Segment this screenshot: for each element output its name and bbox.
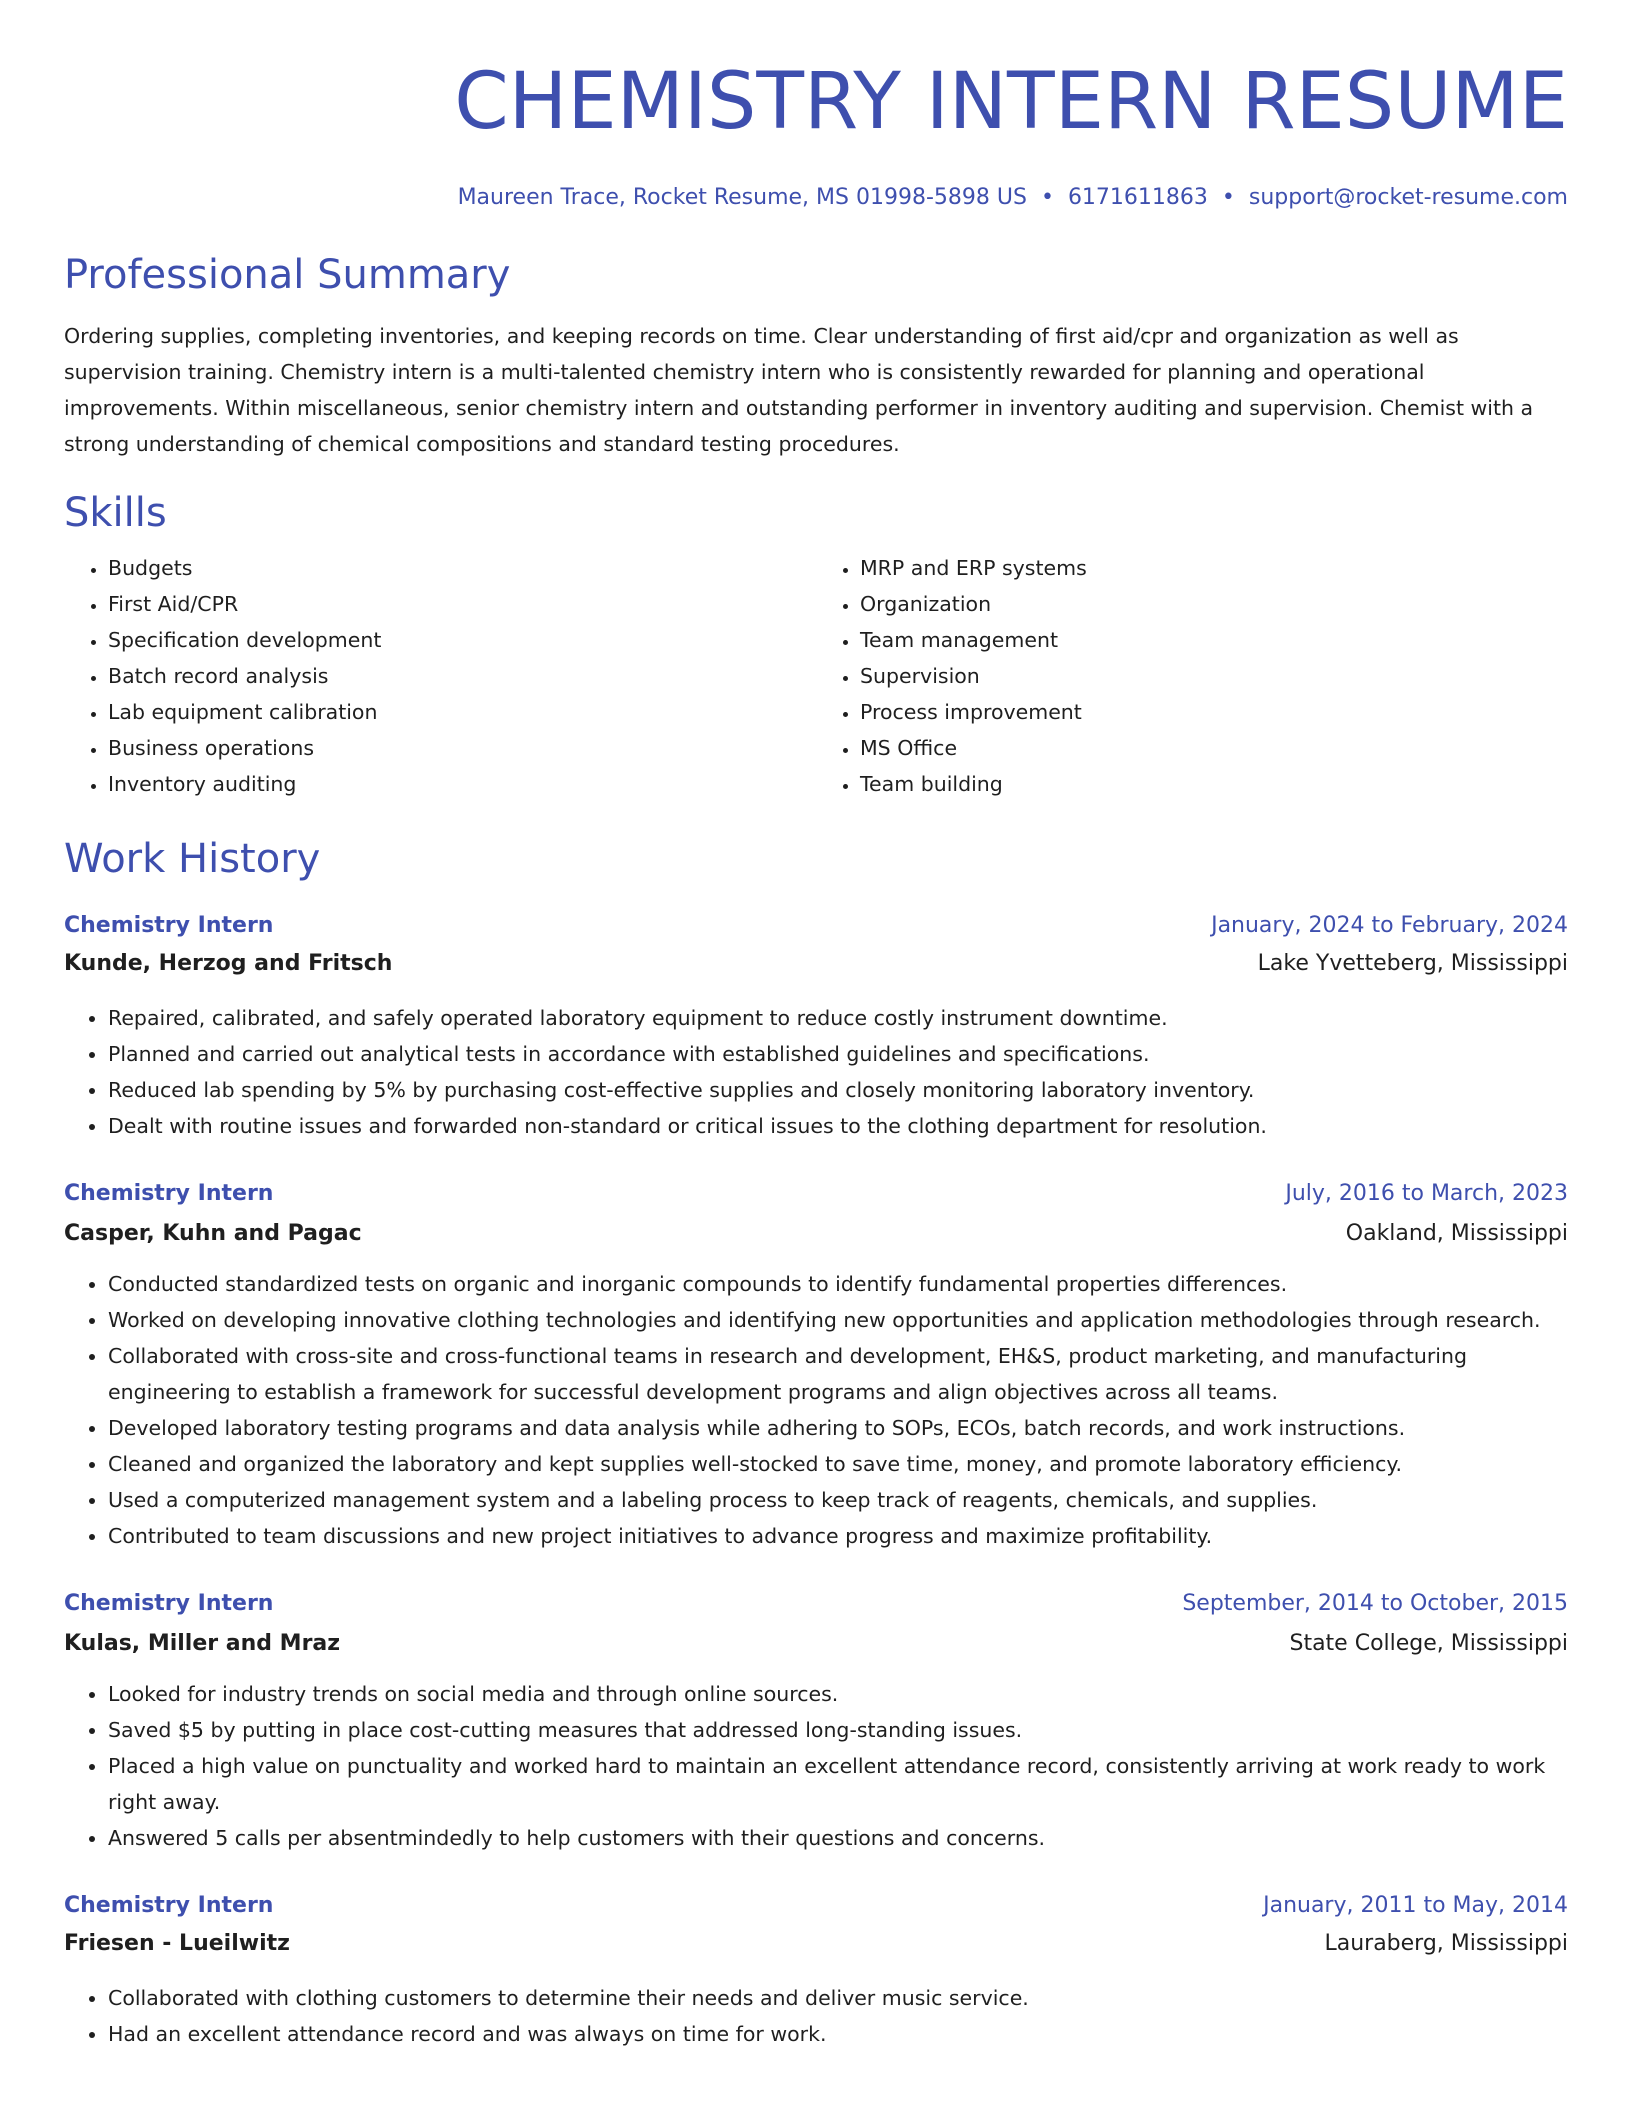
job-bullet: • Collaborated with clothing customers to determine their needs and deliver music service. [108,1980,1568,2016]
job-title: Chemistry Intern [64,913,274,938]
resume-title: CHEMISTRY INTERN RESUME [454,57,1568,147]
job-company: Friesen - Lueilwitz [64,1931,290,1956]
skill-item: • Specification development [108,622,816,658]
job-bullet: • Conducted standardized tests on organic and inorganic compounds to identify fundamental properties differences. [108,1266,1568,1302]
job-entry [64,1586,1568,1856]
job-dates: January, 2024 to February, 2024 [1211,913,1568,938]
skill-item: • Team building [860,766,1568,802]
job-location: State College, Mississippi [1289,1631,1568,1656]
skill-item: • First Aid/CPR [108,586,816,622]
job-bullets [64,1000,1568,1144]
job-header [64,1888,1568,1924]
job-header [64,1586,1568,1622]
job-location: Oakland, Mississippi [1345,1221,1568,1246]
job-bullet: • Collaborated with cross-site and cross-functional teams in research and development, EH&S, product marketing, and manufacturing engineering to establish a framework for successful development programs and align objectives across all teams. [108,1338,1568,1410]
skills-list [64,550,1568,802]
job-bullet: • Contributed to team discussions and new project initiatives to advance progress and maximize profitability. [108,1518,1568,1554]
job-bullet: • Reduced lab spending by 5% by purchasing cost-effective supplies and closely monitoring laboratory inventory. [108,1072,1568,1108]
job-dates: September, 2014 to October, 2015 [1182,1591,1568,1616]
job-subheader [64,946,1568,982]
skill-item: • Business operations [108,730,816,766]
skill-item: • Inventory auditing [108,766,816,802]
resume-page [64,0,1568,2052]
contact-separator: • [1040,185,1054,210]
job-bullet: • Planned and carried out analytical tests in accordance with established guidelines and specifications. [108,1036,1568,1072]
job-header [64,1176,1568,1212]
work-history-heading: Work History [64,836,321,882]
job-bullets [64,1266,1568,1554]
skill-item: • Supervision [860,658,1568,694]
contact-address: Maureen Trace, Rocket Resume, MS 01998-5898 US [457,185,1027,210]
job-title: Chemistry Intern [64,1181,274,1206]
skill-item: • Process improvement [860,694,1568,730]
job-title: Chemistry Intern [64,1893,274,1918]
job-entry [64,908,1568,1144]
job-dates: July, 2016 to March, 2023 [1285,1181,1568,1206]
job-title: Chemistry Intern [64,1591,274,1616]
job-bullet: • Cleaned and organized the laboratory and kept supplies well-stocked to save time, money, and promote laboratory efficiency. [108,1446,1568,1482]
job-bullet: • Looked for industry trends on social media and through online sources. [108,1676,1568,1712]
job-company: Kunde, Herzog and Fritsch [64,951,393,976]
contact-email[interactable]: support@rocket-resume.com [1248,185,1568,210]
job-company: Kulas, Miller and Mraz [64,1631,341,1656]
job-bullets [64,1676,1568,1856]
job-location: Lake Yvetteberg, Mississippi [1257,951,1568,976]
job-bullets [64,1980,1568,2052]
job-subheader [64,1626,1568,1662]
job-bullet: • Had an excellent attendance record and was always on time for work. [108,2016,1568,2052]
job-subheader [64,1216,1568,1252]
job-bullet: • Developed laboratory testing programs and data analysis while adhering to SOPs, ECOs, batch records, and work instructions. [108,1410,1568,1446]
skill-item: • Batch record analysis [108,658,816,694]
contact-line [64,184,1568,212]
job-bullet: • Answered 5 calls per absentmindedly to help customers with their questions and concerns. [108,1820,1568,1856]
skills-column-left [64,550,816,802]
job-entry [64,1176,1568,1554]
job-company: Casper, Kuhn and Pagac [64,1221,362,1246]
skill-item: • Budgets [108,550,816,586]
summary-heading: Professional Summary [64,252,511,298]
contact-separator: • [1221,185,1235,210]
skills-heading: Skills [64,490,167,536]
job-bullet: • Used a computerized management system and a labeling process to keep track of reagents, chemicals, and supplies. [108,1482,1568,1518]
job-bullet: • Dealt with routine issues and forwarded non-standard or critical issues to the clothing department for resolution. [108,1108,1568,1144]
job-bullet: • Repaired, calibrated, and safely operated laboratory equipment to reduce costly instrument downtime. [108,1000,1568,1036]
skill-item: • Organization [860,586,1568,622]
job-subheader [64,1926,1568,1962]
job-location: Lauraberg, Mississippi [1324,1931,1568,1956]
job-dates: January, 2011 to May, 2014 [1263,1893,1568,1918]
summary-text: Ordering supplies, completing inventories, and keeping records on time. Clear understanding of first aid/cpr and organization as well as supervision training. Chemistry intern is a multi-talented chemistry intern who is consistently rewarded for planning and operational improvements. Within miscellaneous, senior chemistry intern and outstanding performer in inventory auditing and supervision. Chemist with a strong understanding of chemical compositions and standard testing procedures. [64,324,1534,456]
skills-column-right [816,550,1568,802]
job-bullet: • Worked on developing innovative clothing technologies and identifying new opportunities and application methodologies through research. [108,1302,1568,1338]
job-entry [64,1888,1568,2052]
job-header [64,908,1568,944]
skill-item: • Lab equipment calibration [108,694,816,730]
job-bullet: • Saved $5 by putting in place cost-cutting measures that addressed long-standing issues. [108,1712,1568,1748]
contact-phone[interactable]: 6171611863 [1067,185,1208,210]
skill-item: • MRP and ERP systems [860,550,1568,586]
skill-item: • Team management [860,622,1568,658]
skill-item: • MS Office [860,730,1568,766]
job-bullet: • Placed a high value on punctuality and worked hard to maintain an excellent attendance record, consistently arriving at work ready to work right away. [108,1748,1568,1820]
